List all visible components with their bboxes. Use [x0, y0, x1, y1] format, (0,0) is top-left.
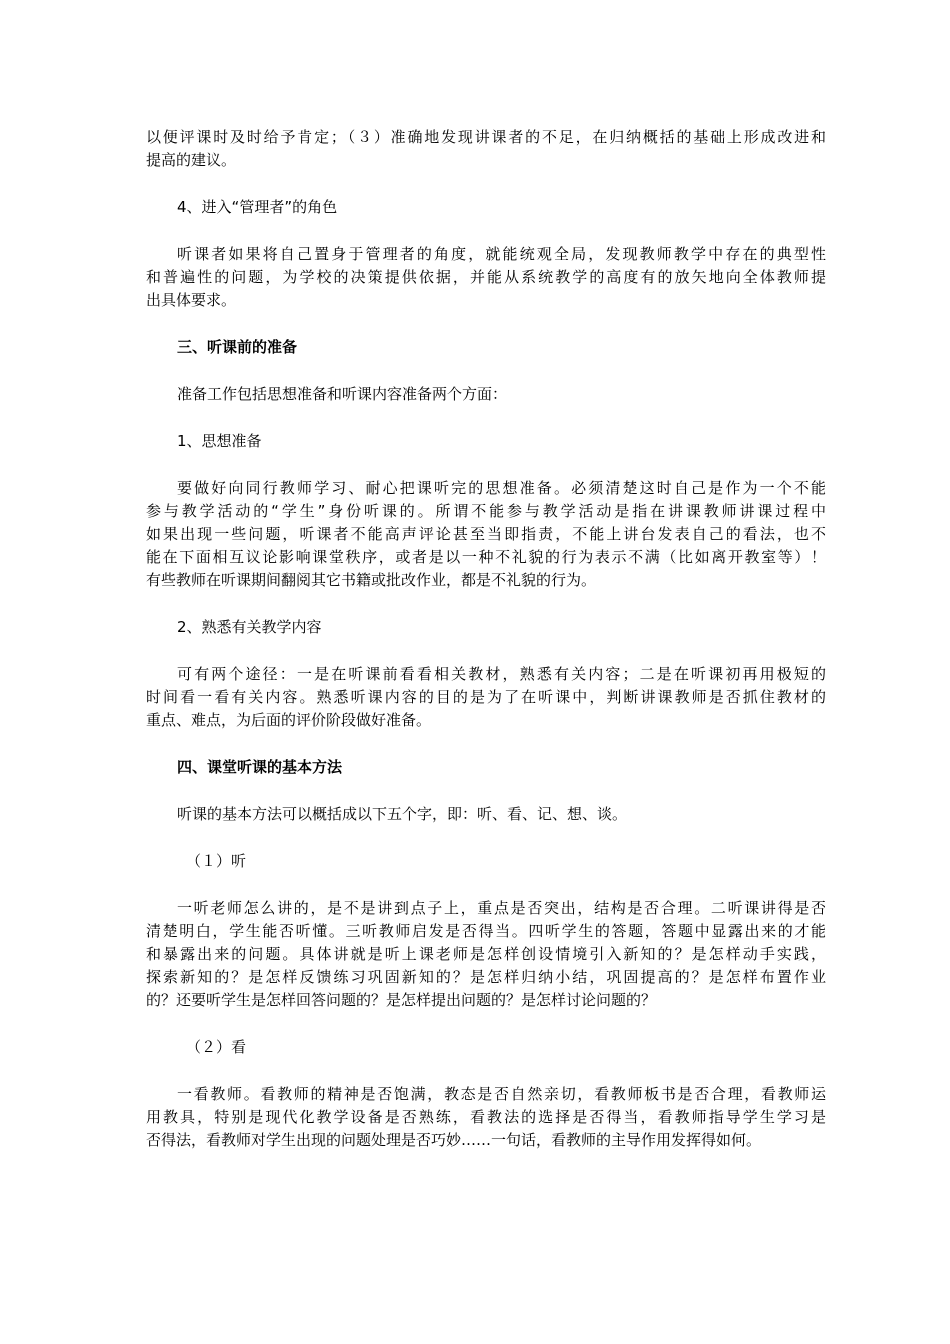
text-line: 听课者如果将自己置身于管理者的角度，就能统观全局，发现教师教学中存在的典型性	[177, 245, 826, 263]
text-line: 一看教师。看教师的精神是否饱满，教态是否自然亲切，看教师板书是否合理，看教师运	[177, 1085, 826, 1103]
text-line: 时间看一看有关内容。熟悉听课内容的目的是为了在听课中，判断讲课教师是否抓住教材的	[146, 688, 826, 706]
paragraph-listen	[146, 897, 826, 1012]
text-line: 的？还要听学生是怎样回答问题的？是怎样提出问题的？是怎样讨论问题的？	[146, 991, 657, 1009]
text-line: 可有两个途径：一是在听课前看看相关教材，熟悉有关内容；二是在听课初再用极短的	[177, 665, 826, 683]
subheading-manager-role: 4、进入“管理者”的角色	[177, 198, 338, 216]
subheading-watch: （２）看	[186, 1038, 247, 1056]
paragraph-methods-intro: 听课的基本方法可以概括成以下五个字，即：听、看、记、想、谈。	[177, 805, 628, 823]
text-line: 重点、难点，为后面的评价阶段做好准备。	[146, 711, 432, 729]
subheading-listen: （１）听	[186, 852, 247, 870]
paragraph-mental-preparation	[146, 477, 826, 592]
paragraph-manager-role	[146, 243, 826, 312]
text-line: 有些教师在听课期间翻阅其它书籍或批改作业，都是不礼貌的行为。	[146, 571, 597, 589]
text-line: 一听老师怎么讲的，是不是讲到点子上，重点是否突出，结构是否合理。二听课讲得是否	[177, 899, 826, 917]
paragraph-preparation-intro: 准备工作包括思想准备和听课内容准备两个方面：	[177, 385, 508, 403]
subheading-content-familiarity: 2、熟悉有关教学内容	[177, 618, 322, 636]
text-line: 如果出现一些问题，听课者不能高声评论甚至当即指责，不能上讲台发表自己的看法，也不	[146, 525, 826, 543]
text-line: 和普遍性的问题，为学校的决策提供依据，并能从系统教学的高度有的放矢地向全体教师提	[146, 268, 826, 286]
document-page	[146, 126, 826, 1152]
text-line: 用教具，特别是现代化教学设备是否熟练，看教法的选择是否得当，看教师指导学生学习是	[146, 1108, 826, 1126]
text-line: 提高的建议。	[146, 151, 237, 169]
subheading-mental-preparation: 1、思想准备	[177, 432, 262, 450]
text-line: 出具体要求。	[146, 291, 237, 309]
paragraph-content-familiarity	[146, 663, 826, 732]
section-heading-preparation: 三、听课前的准备	[177, 338, 298, 356]
text-line: 参与教学活动的“学生”身份听课的。所谓不能参与教学活动是指在讲课教师讲课过程中	[146, 502, 826, 520]
text-line: 探索新知的？是怎样反馈练习巩固新知的？是怎样归纳小结，巩固提高的？是怎样布置作业	[146, 968, 826, 986]
paragraph-evaluation-continued	[146, 126, 826, 172]
text-line: 以便评课时及时给予肯定；（３）准确地发现讲课者的不足，在归纳概括的基础上形成改进和	[146, 128, 826, 146]
paragraph-watch	[146, 1083, 826, 1152]
text-line: 和暴露出来的问题。具体讲就是听上课老师是怎样创设情境引入新知的？是怎样动手实践，	[146, 945, 826, 963]
text-line: 清楚明白，学生能否听懂。三听教师启发是否得当。四听学生的答题，答题中显露出来的才能	[146, 922, 826, 940]
text-line: 要做好向同行教师学习、耐心把课听完的思想准备。必须清楚这时自己是作为一个不能	[177, 479, 826, 497]
text-line: 能在下面相互议论影响课堂秩序，或者是以一种不礼貌的行为表示不满（比如离开教室等）！	[146, 548, 826, 566]
section-heading-methods: 四、课堂听课的基本方法	[177, 758, 343, 776]
text-line: 否得法，看教师对学生出现的问题处理是否巧妙……一句话，看教师的主导作用发挥得如何。	[146, 1131, 762, 1149]
